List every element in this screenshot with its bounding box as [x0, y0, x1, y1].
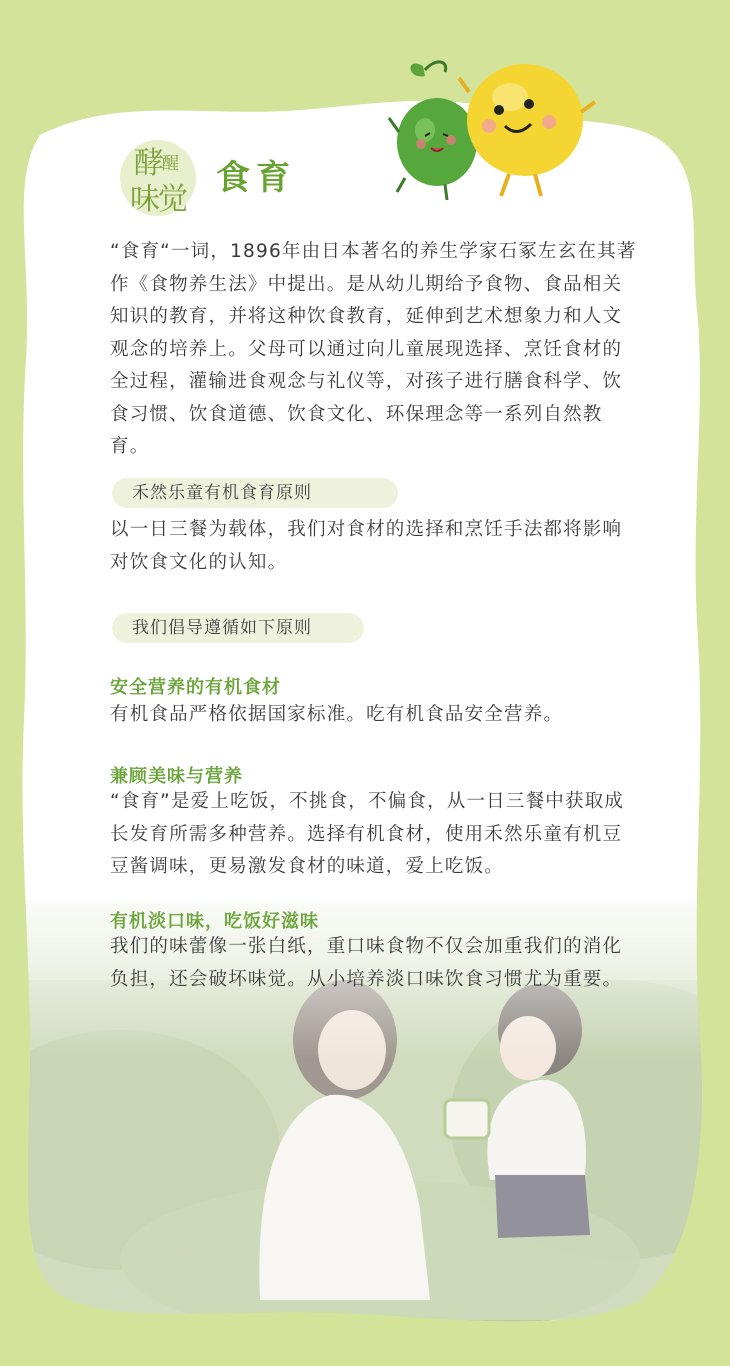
logo-text-bottom: 味觉 [130, 182, 186, 217]
advocate-pill: 我们倡导遵循如下原则 [112, 613, 364, 643]
intro-paragraph: “食育“一词，1896年由日本著名的养生学家石冢左玄在其著作《食物养生法》中提出。是从幼儿期给予食物、食品相关知识的教育，并将这种饮食教育，延伸到艺术想象力和人文观念的培养上。父母可以通过向儿童展现选择、烹饪食材的全过程，灌输进食观念与礼仪等，对孩子进行膳食科学、饮食习惯、饮食道德、饮食文化、环保理念等一系列自然教育。 [110, 241, 637, 457]
item-text: “食育”是爱上吃饭，不挑食，不偏食，从一日三餐中获取成长发育所需多种营养。选择有机食材，使用禾然乐童有机豆豆酱调味，更易激发食材的味道，爱上吃饭。 [110, 791, 625, 877]
logo-text-top: 酵醒 [134, 146, 179, 181]
item-heading: 有机淡口味，吃饭好滋味 [110, 911, 319, 932]
fruit-mascots-icon [385, 52, 615, 212]
principle-text: 以一日三餐为载体，我们对食材的选择和烹饪手法都将影响对饮食文化的认知。 [110, 519, 623, 573]
logo [118, 134, 208, 218]
principle-pill: 禾然乐童有机食育原则 [112, 478, 398, 508]
item-text: 有机食品严格依据国家标准。吃有机食品安全营养。 [110, 704, 564, 725]
item-heading: 兼顾美味与营养 [110, 766, 243, 787]
item-heading: 安全营养的有机食材 [110, 677, 281, 698]
section-title: 食育 [216, 158, 296, 198]
item-text: 我们的味蕾像一张白纸，重口味食物不仅会加重我们的消化负担，还会破坏味觉。从小培养淡口味饮食习惯尤为重要。 [110, 936, 623, 990]
